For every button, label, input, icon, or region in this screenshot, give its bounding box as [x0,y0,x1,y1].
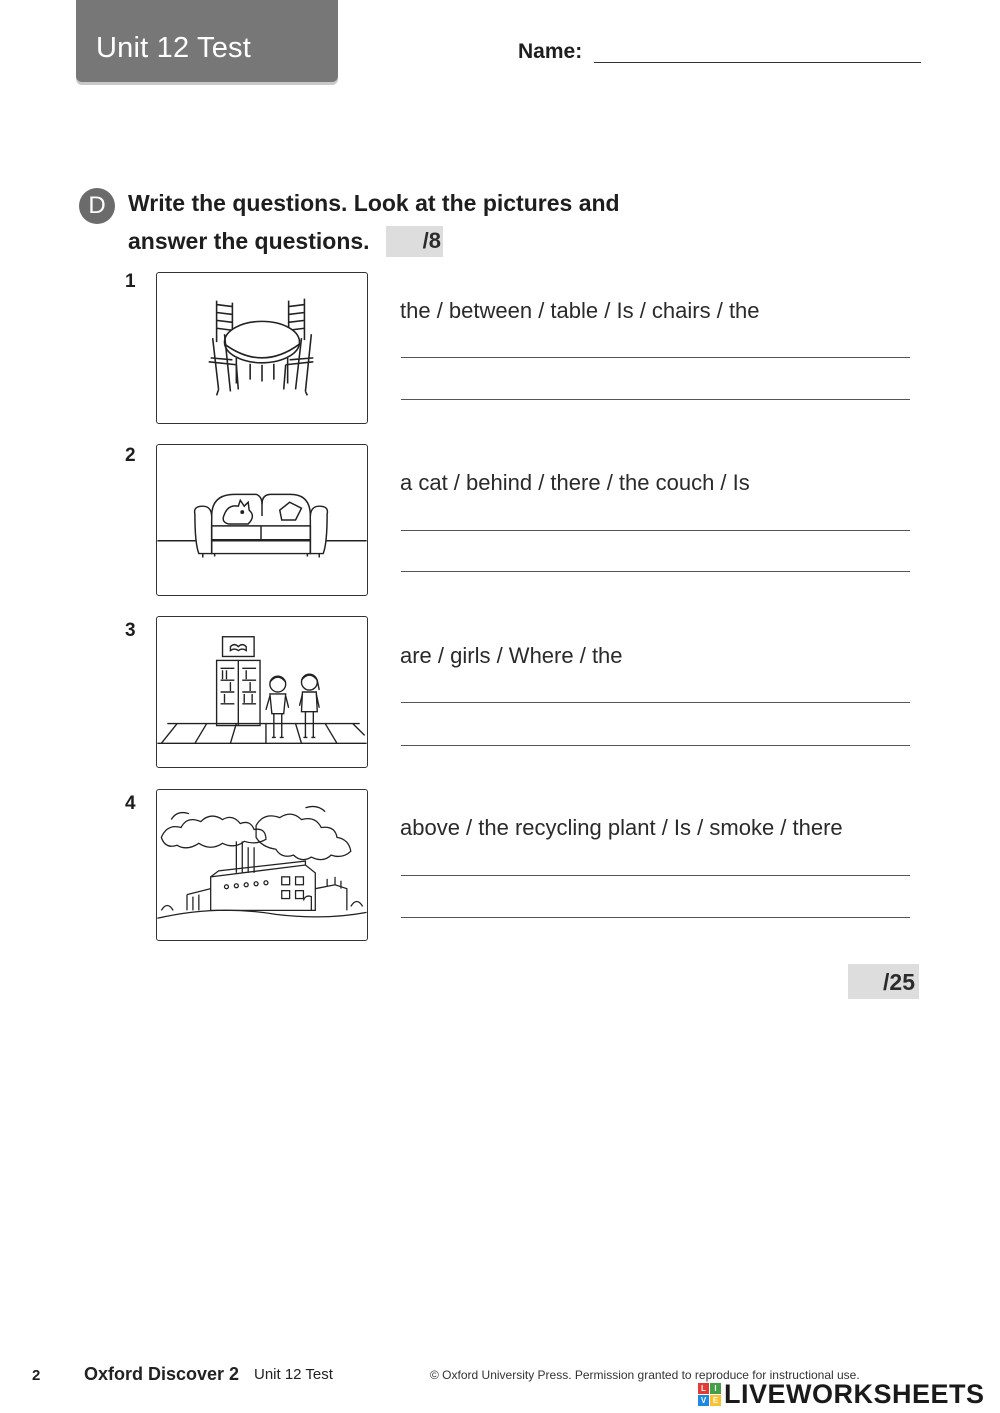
table-chairs-illustration [157,273,367,423]
answer-line[interactable] [401,917,910,918]
recycling-plant-illustration [157,790,367,940]
logo-tile: L [698,1383,709,1394]
item-prompt: above / the recycling plant / Is / smoke / there [400,815,843,840]
logo-tile: I [710,1383,721,1394]
answer-line[interactable] [401,357,910,358]
item-prompt: a cat / behind / there / the couch / Is [400,470,750,495]
picture-table-chairs [156,272,368,424]
item-number: 3 [125,620,136,641]
logo-tile: E [710,1395,721,1406]
answer-line[interactable] [401,745,910,746]
girls-bookcase-illustration [157,617,367,767]
item-number: 4 [125,793,136,814]
liveworksheets-logo[interactable] [698,1378,985,1410]
picture-recycling-plant [156,789,368,941]
section-letter-badge: D [79,188,115,224]
couch-cat-illustration [157,445,367,595]
unit-title: Unit 12 Test [96,32,252,64]
footer-unit-label: Unit 12 Test [254,1366,333,1383]
answer-line[interactable] [401,875,910,876]
book-title: Oxford Discover 2 [84,1364,240,1384]
unit-title-tab [76,0,338,82]
logo-tiles-icon [698,1383,721,1406]
name-label: Name: [518,40,583,63]
answer-line[interactable] [401,399,910,400]
item-number: 2 [125,445,136,466]
logo-text: LIVEWORKSHEETS [724,1378,985,1409]
item-number: 1 [125,271,136,292]
section-score-box: /8 [386,226,443,257]
copyright-notice: © Oxford University Press. Permission granted to reproduce for instructional use. [430,1368,860,1382]
page-number: 2 [32,1367,41,1384]
name-answer-line[interactable] [594,62,921,63]
total-score-box: /25 [848,964,919,999]
instruction-line-2: answer the questions. [128,228,370,254]
answer-line[interactable] [401,530,910,531]
picture-couch-cat [156,444,368,596]
answer-line[interactable] [401,571,910,572]
logo-tile: V [698,1395,709,1406]
answer-line[interactable] [401,702,910,703]
item-prompt: the / between / table / Is / chairs / the [400,298,760,323]
picture-girls-bookcase [156,616,368,768]
instruction-line-1: Write the questions. Look at the pictures and [128,190,620,216]
item-prompt: are / girls / Where / the [400,643,623,668]
